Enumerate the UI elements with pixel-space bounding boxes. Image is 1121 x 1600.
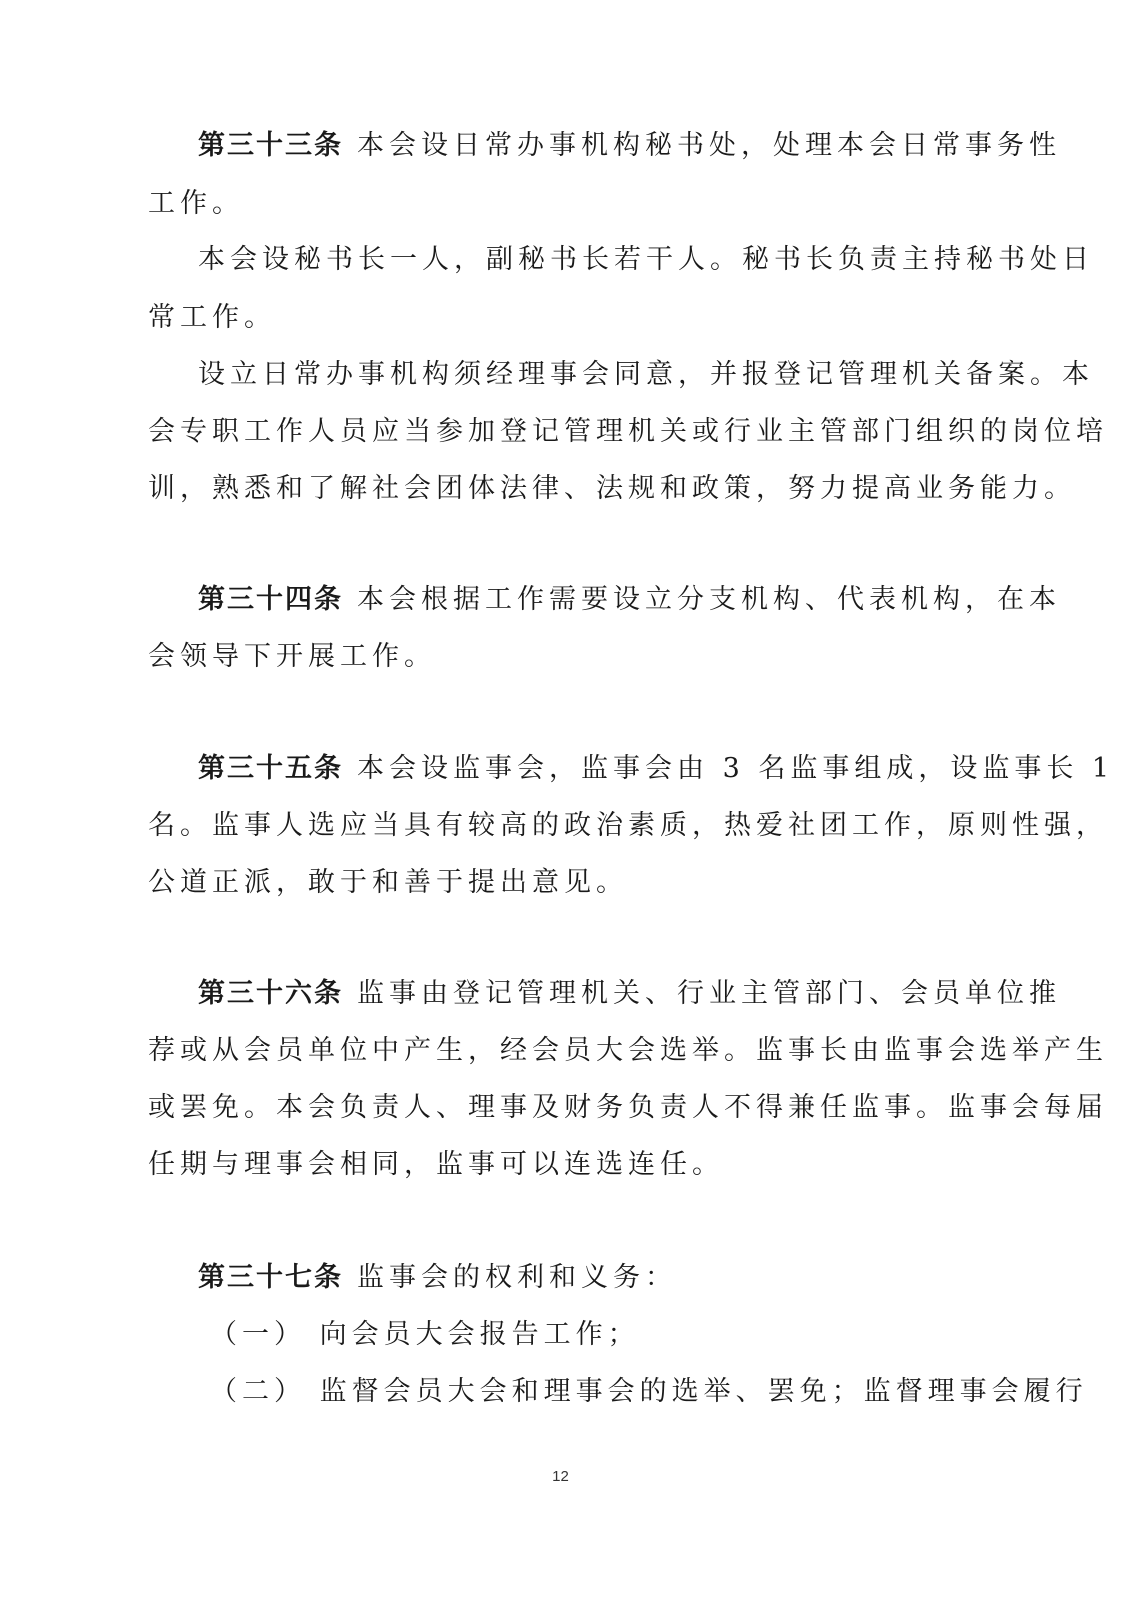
article-36-line-3: 或罢免。本会负责人、理事及财务负责人不得兼任监事。监事会每届 [148,1092,1108,1123]
article-35-line-3: 公道正派，敢于和善于提出意见。 [148,867,628,898]
article-37-title: 第三十七条 [198,1262,343,1293]
article-36-title: 第三十六条 [198,978,343,1009]
article-37-text-1: 监事会的权利和义务： [357,1262,677,1293]
article-33-text-1: 本会设日常办事机构秘书处，处理本会日常事务性 [357,130,1061,161]
article-34-text-1: 本会根据工作需要设立分支机构、代表机构，在本 [357,584,1061,615]
article-33-line-2: 工作。 [148,188,244,219]
article-37-item-2: （二） 监督会员大会和理事会的选举、罢免；监督理事会履行 [210,1376,1088,1407]
article-33-title: 第三十三条 [198,130,343,161]
article-35-line-2: 名。监事人选应当具有较高的政治素质，热爱社团工作，原则性强， [148,810,1108,841]
article-33-para-3-line-3: 训，熟悉和了解社会团体法律、法规和政策，努力提高业务能力。 [148,473,1076,504]
article-36-line-1 [198,974,1061,1014]
article-34-line-1 [198,580,1061,620]
article-36-text-1: 监事由登记管理机关、行业主管部门、会员单位推 [357,978,1061,1009]
article-36-line-2: 荐或从会员单位中产生，经会员大会选举。监事长由监事会选举产生 [148,1035,1108,1066]
article-35-line-1 [198,749,1114,789]
article-33-para-2-line-2: 常工作。 [148,302,276,333]
article-35-text-1: 本会设监事会，监事会由 3 名监事组成，设监事长 1 [357,753,1115,784]
article-33-para-3-line-2: 会专职工作人员应当参加登记管理机关或行业主管部门组织的岗位培 [148,416,1108,447]
article-37-line-1 [198,1258,677,1298]
article-35-title: 第三十五条 [198,753,343,784]
article-34-title: 第三十四条 [198,584,343,615]
article-37-item-1: （一） 向会员大会报告工作； [210,1319,640,1350]
article-36-line-4: 任期与理事会相同，监事可以连选连任。 [148,1149,724,1180]
article-33-para-2-line-1: 本会设秘书长一人，副秘书长若干人。秘书长负责主持秘书处日 [198,244,1094,275]
page-number: 12 [552,1468,569,1485]
article-33-line-1 [198,126,1061,166]
article-34-line-2: 会领导下开展工作。 [148,641,436,672]
article-33-para-3-line-1: 设立日常办事机构须经理事会同意，并报登记管理机关备案。本 [198,359,1094,390]
